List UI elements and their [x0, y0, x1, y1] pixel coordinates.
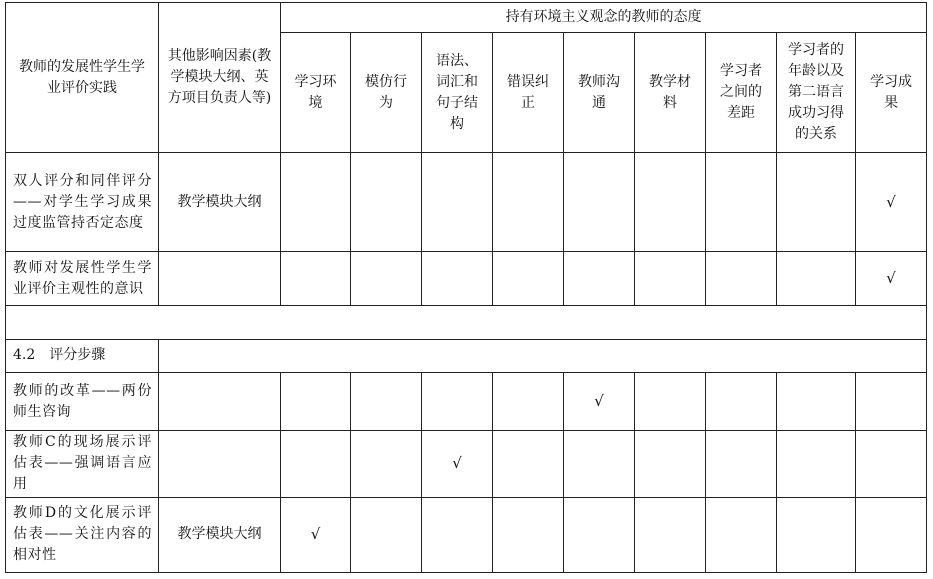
factor-cell	[159, 373, 281, 431]
header-attitude-col: 错误纠正	[493, 33, 564, 153]
attitude-cell	[856, 430, 927, 497]
attitude-cell	[564, 373, 635, 431]
attitude-cell	[493, 497, 564, 572]
attitude-cell	[635, 373, 706, 431]
check-mark-icon: √	[886, 192, 896, 211]
header-attitude-group: 持有环境主义观念的教师的态度	[281, 3, 927, 33]
section-title-filler	[159, 339, 927, 372]
header-attitude-col: 教学材料	[635, 33, 706, 153]
table-row	[6, 153, 927, 252]
factor-cell	[159, 252, 281, 306]
factor-cell: 教学模块大纲	[159, 497, 281, 572]
header-attitude-col: 教师沟通	[564, 33, 635, 153]
header-attitude-col: 学习者的年龄以及第二语言成功习得的关系	[777, 33, 856, 153]
attitude-cell	[281, 153, 351, 252]
attitude-cell	[281, 252, 351, 306]
attitude-cell	[422, 430, 493, 497]
attitude-cell	[777, 153, 856, 252]
table-row	[6, 252, 927, 306]
header-attitude-col: 学习者之间的差距	[706, 33, 777, 153]
check-mark-icon: √	[310, 525, 321, 544]
header-attitude-col: 语法、词汇和句子结构	[422, 33, 493, 153]
attitude-cell	[281, 430, 351, 497]
table-row	[6, 497, 927, 572]
check-mark-icon: √	[886, 269, 896, 288]
attitude-cell	[856, 497, 927, 572]
attitude-cell	[706, 153, 777, 252]
attitude-cell	[777, 252, 856, 306]
attitude-cell	[635, 252, 706, 306]
check-mark-icon: √	[452, 454, 462, 473]
header-practice: 教师的发展性学生学业评价实践	[6, 3, 159, 153]
attitude-cell	[856, 252, 927, 306]
attitude-cell	[493, 373, 564, 431]
practice-cell: 双人评分和同伴评分——对学生学习成果过度监管持否定态度	[6, 153, 159, 252]
attitude-cell	[281, 373, 351, 431]
attitude-cell	[706, 497, 777, 572]
attitude-cell	[706, 252, 777, 306]
factor-cell	[159, 430, 281, 497]
attitude-cell	[493, 252, 564, 306]
practice-cell: 教师对发展性学生学业评价主观性的意识	[6, 252, 159, 306]
attitude-cell	[856, 373, 927, 431]
section-title: 4.2 评分步骤	[6, 339, 159, 372]
header-attitude-col: 学习环境	[281, 33, 351, 153]
check-mark-icon: √	[594, 392, 604, 411]
practice-cell: 教师C的现场展示评估表——强调语言应用	[6, 430, 159, 497]
header-attitude-col: 模仿行为	[351, 33, 422, 153]
evaluation-table	[5, 2, 927, 573]
attitude-cell	[635, 153, 706, 252]
attitude-cell	[351, 430, 422, 497]
attitude-cell	[564, 153, 635, 252]
attitude-cell	[564, 430, 635, 497]
attitude-cell	[351, 373, 422, 431]
factor-cell: 教学模块大纲	[159, 153, 281, 252]
attitude-cell	[706, 430, 777, 497]
attitude-cell	[422, 373, 493, 431]
attitude-cell	[635, 497, 706, 572]
header-other-factors: 其他影响因素(教学模块大纲、英方项目负责人等)	[159, 3, 281, 153]
header-attitude-col: 学习成果	[856, 33, 927, 153]
attitude-cell	[777, 430, 856, 497]
attitude-cell	[777, 373, 856, 431]
attitude-cell	[564, 252, 635, 306]
table-row	[6, 430, 927, 497]
attitude-cell	[493, 153, 564, 252]
table-row	[6, 373, 927, 431]
attitude-cell	[564, 497, 635, 572]
attitude-cell	[635, 430, 706, 497]
attitude-cell	[351, 153, 422, 252]
attitude-cell	[281, 497, 351, 572]
attitude-cell	[856, 153, 927, 252]
attitude-cell	[706, 373, 777, 431]
attitude-cell	[422, 153, 493, 252]
attitude-cell	[422, 252, 493, 306]
practice-cell: 教师D的文化展示评估表——关注内容的相对性	[6, 497, 159, 572]
attitude-cell	[493, 430, 564, 497]
spacer-row	[6, 306, 927, 339]
attitude-cell	[351, 252, 422, 306]
practice-cell: 教师的改革——两份师生咨询	[6, 373, 159, 431]
attitude-cell	[777, 497, 856, 572]
attitude-cell	[422, 497, 493, 572]
attitude-cell	[351, 497, 422, 572]
